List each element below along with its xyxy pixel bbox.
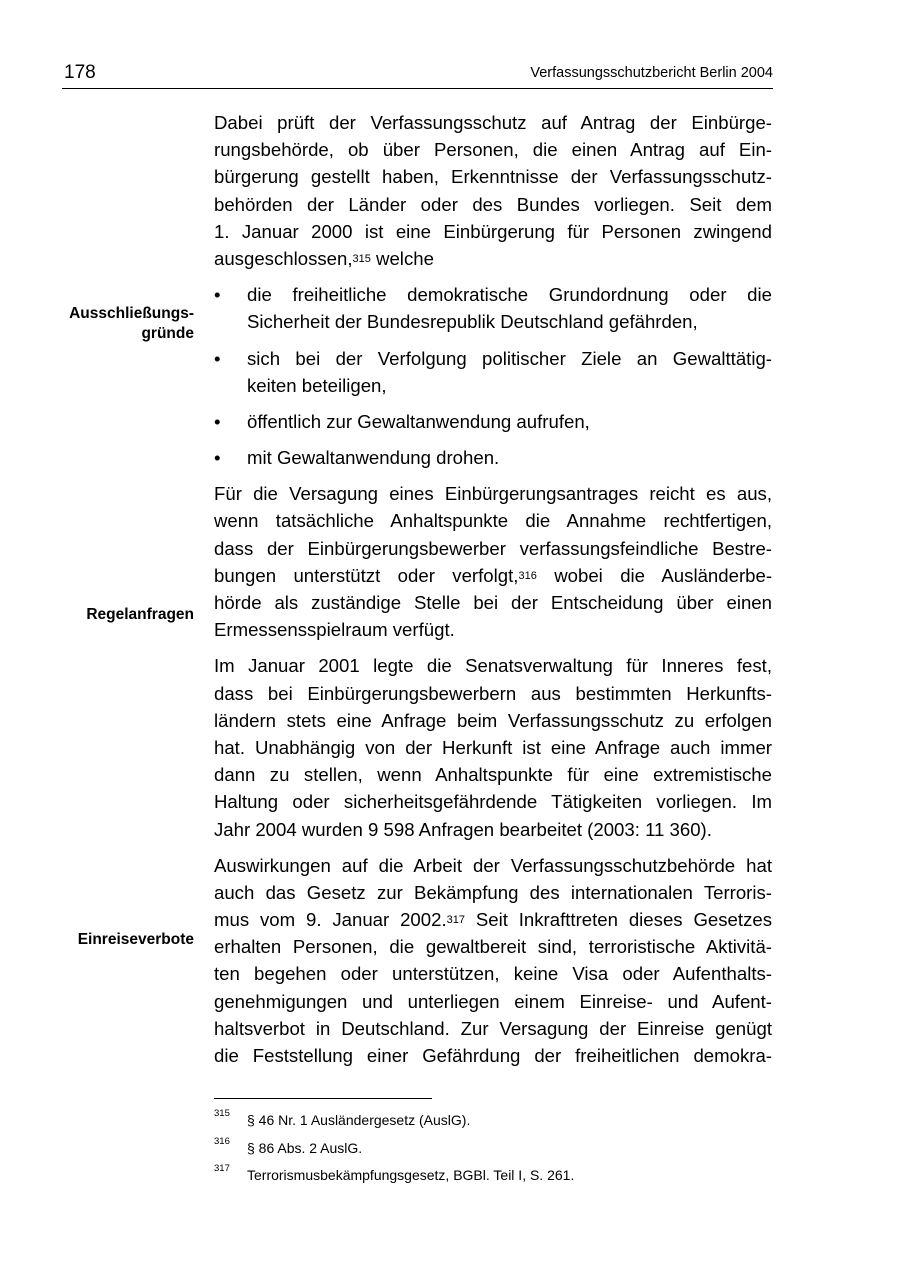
bullet-icon: • — [214, 447, 221, 469]
text-line: dass bei Einbürgerungsbewerbern aus bestimmten Herkunfts- — [214, 682, 772, 704]
footnote-text: Terrorismusbekämpfungsgesetz, BGBl. Teil I, S. 261. — [247, 1167, 575, 1183]
footnote-number: 317 — [214, 1163, 230, 1174]
page-header — [62, 62, 773, 89]
text-line: behörden der Länder oder des Bundes vorliegen. Seit dem — [214, 193, 772, 215]
text-line: Haltung oder sicherheitsgefährdende Tätigkeiten vorliegen. Im — [214, 791, 772, 813]
page-number: 178 — [64, 62, 96, 83]
paragraph-2 — [214, 480, 772, 643]
footnote-separator — [214, 1098, 432, 1099]
bullet-icon: • — [214, 410, 221, 432]
text-line: hat. Unabhängig von der Herkunft ist eine Anfrage auch immer — [214, 736, 772, 758]
footnote-ref-316: 316 — [518, 569, 537, 582]
footnotes — [214, 1108, 774, 1195]
footnote-number: 316 — [214, 1135, 230, 1147]
text-line: Jahr 2004 wurden 9 598 Anfragen bearbeitet (2003: 11 360). — [214, 818, 712, 840]
text-line: Dabei prüft der Verfassungsschutz auf Antrag der Einbürge- — [214, 112, 772, 133]
footnote-text: § 46 Nr. 1 Ausländergesetz (AuslG). — [247, 1112, 471, 1128]
list-item: • sich bei der Verfolgung politischer Ziele an Gewalttätig- keiten beteiligen, — [214, 345, 772, 399]
footnote — [214, 1163, 774, 1195]
text-line: dass der Einbürgerungsbewerber verfassungsfeindliche Bestre- — [214, 537, 772, 559]
text-line: Ermessensspielraum verfügt. — [214, 619, 455, 641]
text-line: Für die Versagung eines Einbürgerungsantrages reicht es aus, — [214, 483, 772, 505]
text-line: ausgeschlossen,$^{315}$ welche — [214, 247, 434, 269]
text-line: bürgerung gestellt haben, Erkenntnisse der Verfassungsschutz- — [214, 166, 772, 188]
exclusion-list — [214, 281, 772, 471]
text-line: genehmigungen und unterliegen einem Einreise- und Aufent- — [214, 990, 772, 1012]
text-line: bungen unterstützt oder verfolgt,$^{316}$ wobei die Ausländerbe- — [214, 564, 773, 586]
body-text — [214, 109, 772, 1078]
text-line: wenn tatsächliche Anhaltspunkte die Annahme rechtfertigen, — [214, 510, 772, 532]
text-line: ländern stets eine Anfrage beim Verfassungsschutz zu erfolgen — [214, 709, 772, 731]
text-line: dann zu stellen, wenn Anhaltspunkte für eine extremistische — [214, 764, 772, 786]
text-line: rungsbehörde, ob über Personen, die einen Antrag auf Ein- — [214, 139, 772, 161]
text-line: 1. Januar 2000 ist eine Einbürgerung für Personen zwingend — [214, 220, 772, 242]
footnote — [214, 1108, 774, 1140]
running-title: Verfassungsschutzbericht Berlin 2004 — [530, 65, 773, 81]
margin-note-regelanfragen: Regelanfragen — [86, 606, 194, 623]
text-line: die Feststellung einer Gefährdung der freiheitlichen demokra- — [214, 1045, 772, 1066]
text-line: auch das Gesetz zur Bekämpfung des internationalen Terroris- — [214, 881, 772, 903]
footnote — [214, 1135, 774, 1168]
footnote-text: § 86 Abs. 2 AuslG. — [247, 1139, 363, 1156]
text-line: Im Januar 2001 legte die Senatsverwaltung für Inneres fest, — [214, 655, 772, 677]
text-line: mus vom 9. Januar 2002.$^{317}$ Seit Inkrafttreten dieses Gesetzes — [214, 909, 772, 931]
bullet-icon: • — [214, 284, 221, 306]
footnote-number: 315 — [214, 1108, 230, 1119]
text-line: erhalten Personen, die gewaltbereit sind, terroristische Aktivitä- — [214, 936, 772, 958]
margin-note-ausschliessungsgruende: Ausschließungs- gründe — [69, 305, 194, 342]
margin-note-einreiseverbote: Einreiseverbote — [77, 931, 194, 948]
footnote-ref-315: 315 — [352, 252, 371, 265]
list-item: • die freiheitliche demokratische Grundordnung oder die Sicherheit der Bundesrepublik Deutschland gefährden, — [214, 281, 772, 335]
list-item: • öffentlich zur Gewaltanwendung aufrufen, — [214, 408, 772, 435]
paragraph-3 — [214, 652, 772, 842]
footnote-ref-317: 317 — [446, 914, 465, 927]
bullet-icon: • — [214, 347, 221, 369]
text-line: Auswirkungen auf die Arbeit der Verfassungsschutzbehörde hat — [214, 854, 772, 876]
text-line: haltsverbot in Deutschland. Zur Versagung der Einreise genügt — [214, 1017, 772, 1039]
list-item: • mit Gewaltanwendung drohen. — [214, 444, 772, 471]
paragraph-4 — [214, 852, 772, 1070]
text-line: ten begehen oder unterstützen, keine Visa oder Aufenthalts- — [214, 963, 772, 985]
paragraph-1 — [214, 109, 772, 272]
text-line: hörde als zuständige Stelle bei der Entscheidung über einen — [214, 592, 772, 613]
